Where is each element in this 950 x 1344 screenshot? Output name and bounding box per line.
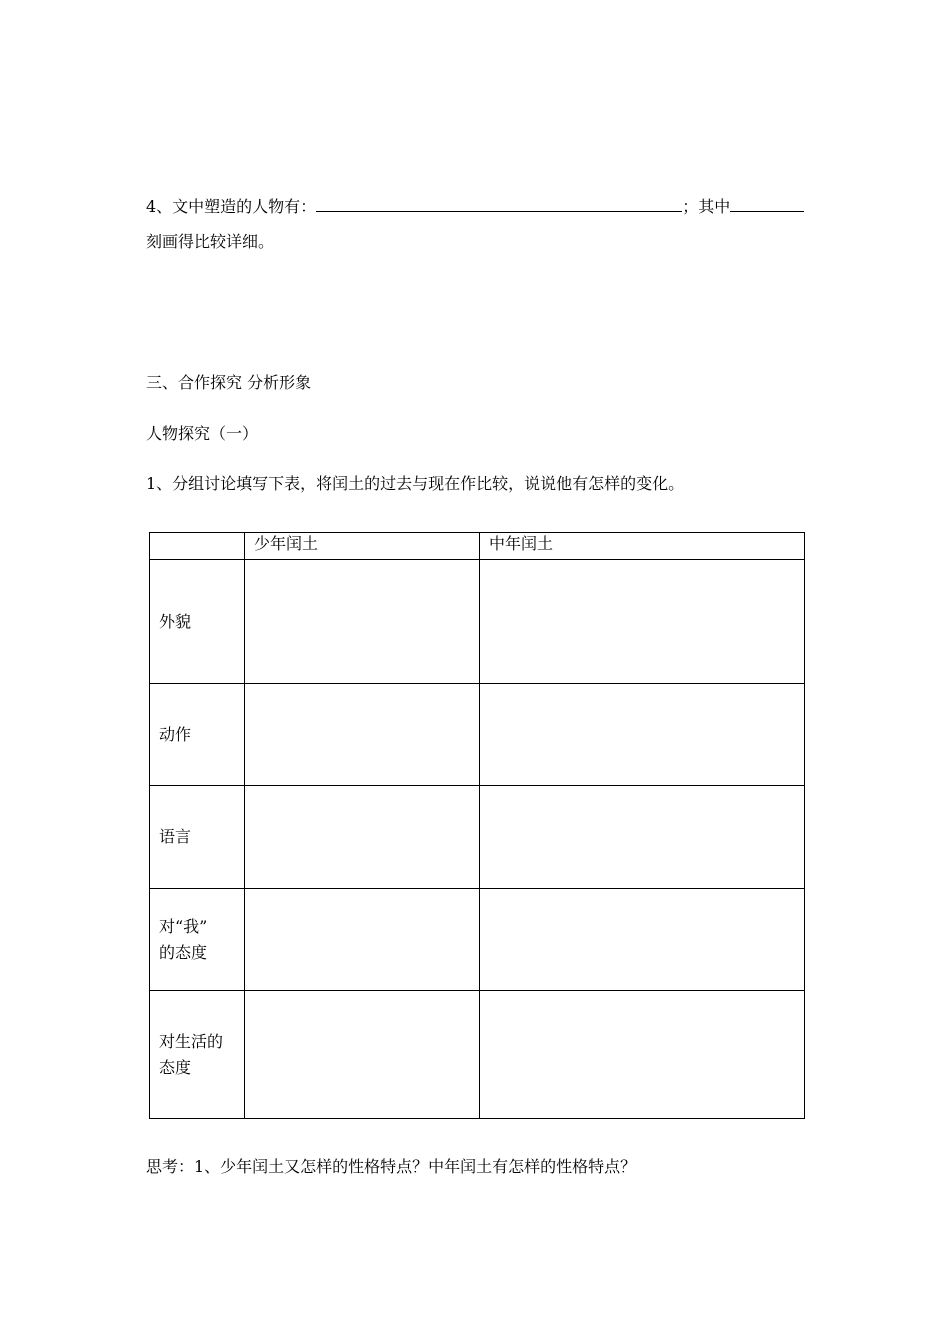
cell-middle-appearance[interactable] (480, 560, 805, 684)
subsection-title: 人物探究（一） (146, 424, 259, 443)
section-title: 三、合作探究 分析形象 (146, 373, 312, 392)
task-1-instruction: 1、分组讨论填写下表，将闰土的过去与现在作比较，说说他有怎样的变化。 (146, 474, 685, 493)
characters-answer-blank[interactable] (316, 195, 682, 212)
cell-young-appearance[interactable] (245, 560, 480, 684)
cell-middle-attitude-to-life[interactable] (480, 991, 805, 1119)
cell-young-attitude-to-life[interactable] (245, 991, 480, 1119)
cell-young-language[interactable] (245, 786, 480, 889)
question-4-line1 (146, 195, 804, 217)
row-label-action: 动作 (150, 684, 245, 786)
table-header-empty (150, 533, 245, 560)
table-header-young-runtu: 少年闰土 (245, 533, 480, 560)
row-label-language: 语言 (150, 786, 245, 889)
table-row-language (150, 786, 805, 889)
table-row-appearance (150, 560, 805, 684)
question-4-prefix: 4、文中塑造的人物有 (146, 197, 301, 216)
table-row-attitude-to-life (150, 991, 805, 1119)
comparison-table (149, 532, 805, 1119)
think-question: 思考：1、少年闰土又怎样的性格特点？中年闰土有怎样的性格特点？ (146, 1157, 637, 1176)
cell-middle-language[interactable] (480, 786, 805, 889)
cell-young-action[interactable] (245, 684, 480, 786)
question-4-colon: ： (300, 197, 317, 216)
table-header-middle-aged-runtu: 中年闰土 (480, 533, 805, 560)
table-header-row (150, 533, 805, 560)
cell-young-attitude-to-me[interactable] (245, 889, 480, 991)
table-row-action (150, 684, 805, 786)
cell-middle-action[interactable] (480, 684, 805, 786)
row-label-attitude-to-life: 对生活的 态度 (150, 991, 245, 1119)
row-label-appearance: 外貌 (150, 560, 245, 684)
detailed-character-blank[interactable] (730, 195, 804, 212)
question-4-line2: 刻画得比较详细。 (146, 232, 275, 251)
cell-middle-attitude-to-me[interactable] (480, 889, 805, 991)
table-row-attitude-to-me (150, 889, 805, 991)
row-label-attitude-to-me: 对“我” 的态度 (150, 889, 245, 991)
question-4-middle: ；其中 (682, 197, 731, 216)
